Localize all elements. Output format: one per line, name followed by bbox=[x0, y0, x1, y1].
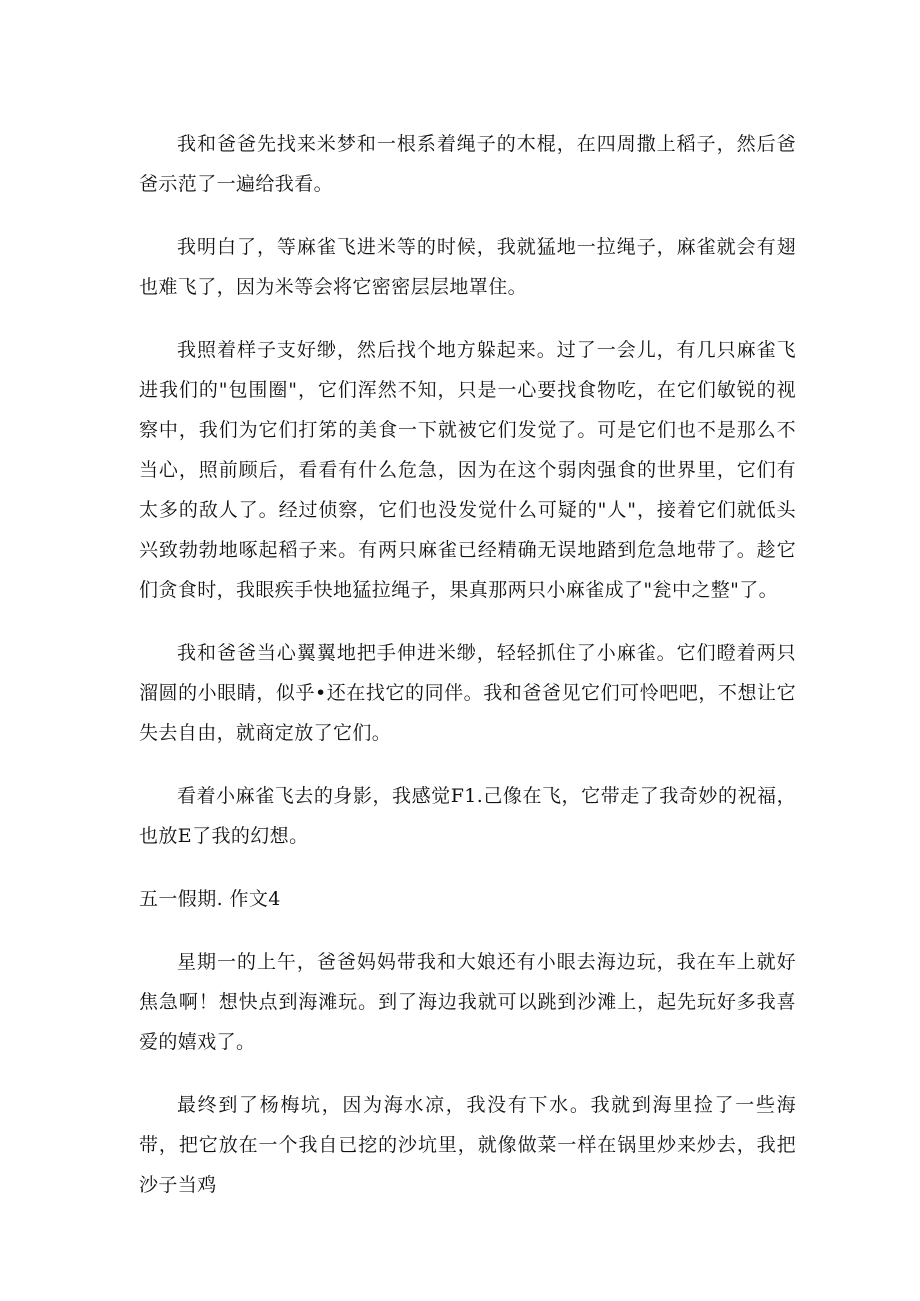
paragraph-5: 看着小麻雀飞去的身影，我感觉F1.己像在飞，它带走了我奇妙的祝福，也放E了我的幻想。 bbox=[139, 785, 796, 847]
paragraph-2: 我明白了，等麻雀飞进米等的时候，我就猛地一拉绳子，麻雀就会有翅也难飞了，因为米等会将它密密层层地罩住。 bbox=[139, 236, 796, 298]
section-heading: 五一假期. 作文4 bbox=[139, 888, 281, 910]
paragraph-7: 最终到了杨梅坑，因为海水凉，我没有下水。我就到海里捡了一些海带，把它放在一个我自已挖的沙坑里，就像做菜一样在锅里炒来炒去，我把沙子当鸡 bbox=[139, 1094, 796, 1196]
paragraph-6: 星期一的上午，爸爸妈妈带我和大娘还有小眼去海边玩，我在车上就好焦急啊！想快点到海滩玩。到了海边我就可以跳到沙滩上，起先玩好多我喜爱的嬉戏了。 bbox=[139, 951, 796, 1053]
paragraph-1: 我和爸爸先找来米梦和一根系着绳子的木棍，在四周撒上稻子，然后爸爸示范了一遍给我看。 bbox=[139, 133, 796, 195]
paragraph-4: 我和爸爸当心翼翼地把手伸进米缈，轻轻抓住了小麻雀。它们瞪着两只溜圆的小眼睛，似乎•还在找它的同伴。我和爸爸见它们可怜吧吧，不想让它失去自由，就商定放了它们。 bbox=[139, 642, 796, 744]
paragraph-3: 我照着样子支好缈，然后找个地方躲起来。过了一会儿，有几只麻雀飞进我们的"包围圈"，它们浑然不知，只是一心要找食物吃，在它们敏锐的视察中，我们为它们打笫的美食一下就被它们发觉了。可是它们也不是那么不当心，照前顾后，看看有什么危急，因为在这个弱肉强食的世界里，它们有太多的敌人了。经过侦察，它们也没发觉什么可疑的"人"，接着它们就低头兴致勃勃地啄起稻子来。有两只麻雀已经精确无误地踏到危急地带了。趁它们贪食时，我眼疾手快地猛拉绳子，果真那两只小麻雀成了"瓮中之整"了。 bbox=[139, 339, 796, 601]
